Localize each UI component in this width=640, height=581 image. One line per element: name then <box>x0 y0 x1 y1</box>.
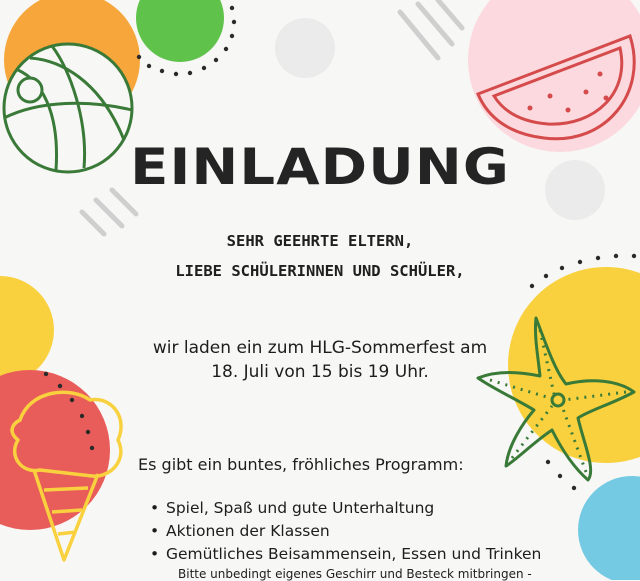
invitation-line-2: 18. Juli von 15 bis 19 Uhr. <box>211 362 429 382</box>
hatch-lines-top <box>400 0 462 58</box>
invitation-line-1: wir laden ein zum HLG-Sommerfest am <box>152 338 488 358</box>
greeting-line-2: LIEBE SCHÜLERINNEN UND SCHÜLER, <box>175 262 465 280</box>
blue-circle <box>578 476 640 580</box>
program-item: • Aktionen der Klassen <box>150 520 541 543</box>
program-note: Bitte unbedingt eigenes Geschirr und Besteck mitbringen - <box>178 567 532 581</box>
invitation-text <box>0 336 640 384</box>
program-item: • Gemütliches Beisammensein, Essen und Trinken <box>150 543 541 566</box>
grey-circle-top <box>275 18 335 78</box>
program-item: • Spiel, Spaß und gute Unterhaltung <box>150 497 541 520</box>
green-circle <box>136 0 224 62</box>
greeting-line-1: SEHR GEEHRTE ELTERN, <box>226 232 414 250</box>
page-title: EINLADUNG <box>130 138 510 196</box>
greeting <box>0 226 640 286</box>
program-list <box>150 497 541 566</box>
program-intro: Es gibt ein buntes, fröhliches Programm: <box>138 455 464 474</box>
